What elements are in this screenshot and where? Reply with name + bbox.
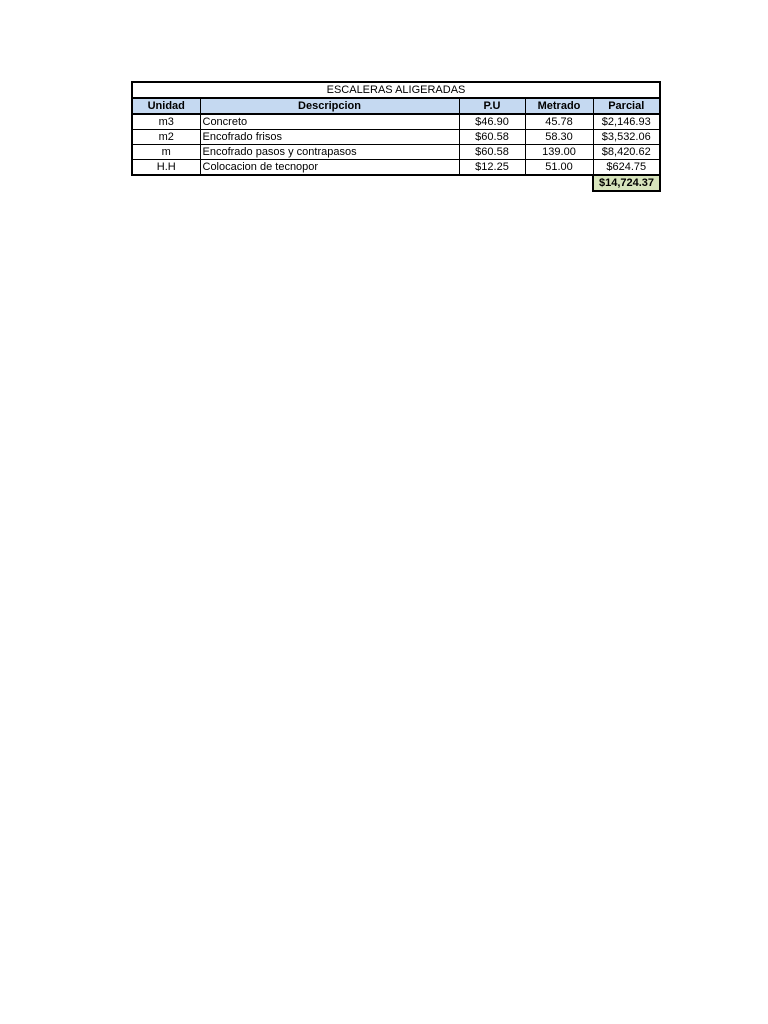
- header-partial: Parcial: [593, 98, 660, 114]
- cell-unit: H.H: [132, 160, 200, 176]
- cell-quantity: 51.00: [525, 160, 593, 176]
- cell-partial: $3,532.06: [593, 130, 660, 145]
- table-row: [132, 130, 660, 145]
- cell-description: Encofrado pasos y contrapasos: [200, 145, 459, 160]
- cell-unit-price: $46.90: [459, 114, 525, 130]
- budget-sheet: [131, 81, 661, 192]
- header-unit: Unidad: [132, 98, 200, 114]
- empty-cell: [525, 175, 593, 191]
- header-description: Descripcion: [200, 98, 459, 114]
- total-row: [132, 175, 660, 191]
- cell-description: Colocacion de tecnopor: [200, 160, 459, 176]
- table-title: ESCALERAS ALIGERADAS: [132, 82, 660, 98]
- total-value: $14,724.37: [593, 175, 660, 191]
- cell-unit-price: $60.58: [459, 130, 525, 145]
- table-row: [132, 160, 660, 176]
- cell-unit-price: $60.58: [459, 145, 525, 160]
- cell-partial: $2,146.93: [593, 114, 660, 130]
- cell-description: Concreto: [200, 114, 459, 130]
- header-quantity: Metrado: [525, 98, 593, 114]
- cell-description: Encofrado frisos: [200, 130, 459, 145]
- budget-table: [131, 81, 661, 192]
- cell-quantity: 139.00: [525, 145, 593, 160]
- empty-cell: [459, 175, 525, 191]
- title-row: [132, 82, 660, 98]
- header-unit-price: P.U: [459, 98, 525, 114]
- cell-unit: m3: [132, 114, 200, 130]
- cell-unit: m: [132, 145, 200, 160]
- cell-partial: $8,420.62: [593, 145, 660, 160]
- cell-partial: $624.75: [593, 160, 660, 176]
- table-row: [132, 145, 660, 160]
- empty-cell: [132, 175, 200, 191]
- cell-quantity: 45.78: [525, 114, 593, 130]
- header-row: [132, 98, 660, 114]
- cell-unit: m2: [132, 130, 200, 145]
- empty-cell: [200, 175, 459, 191]
- table-row: [132, 114, 660, 130]
- cell-unit-price: $12.25: [459, 160, 525, 176]
- cell-quantity: 58.30: [525, 130, 593, 145]
